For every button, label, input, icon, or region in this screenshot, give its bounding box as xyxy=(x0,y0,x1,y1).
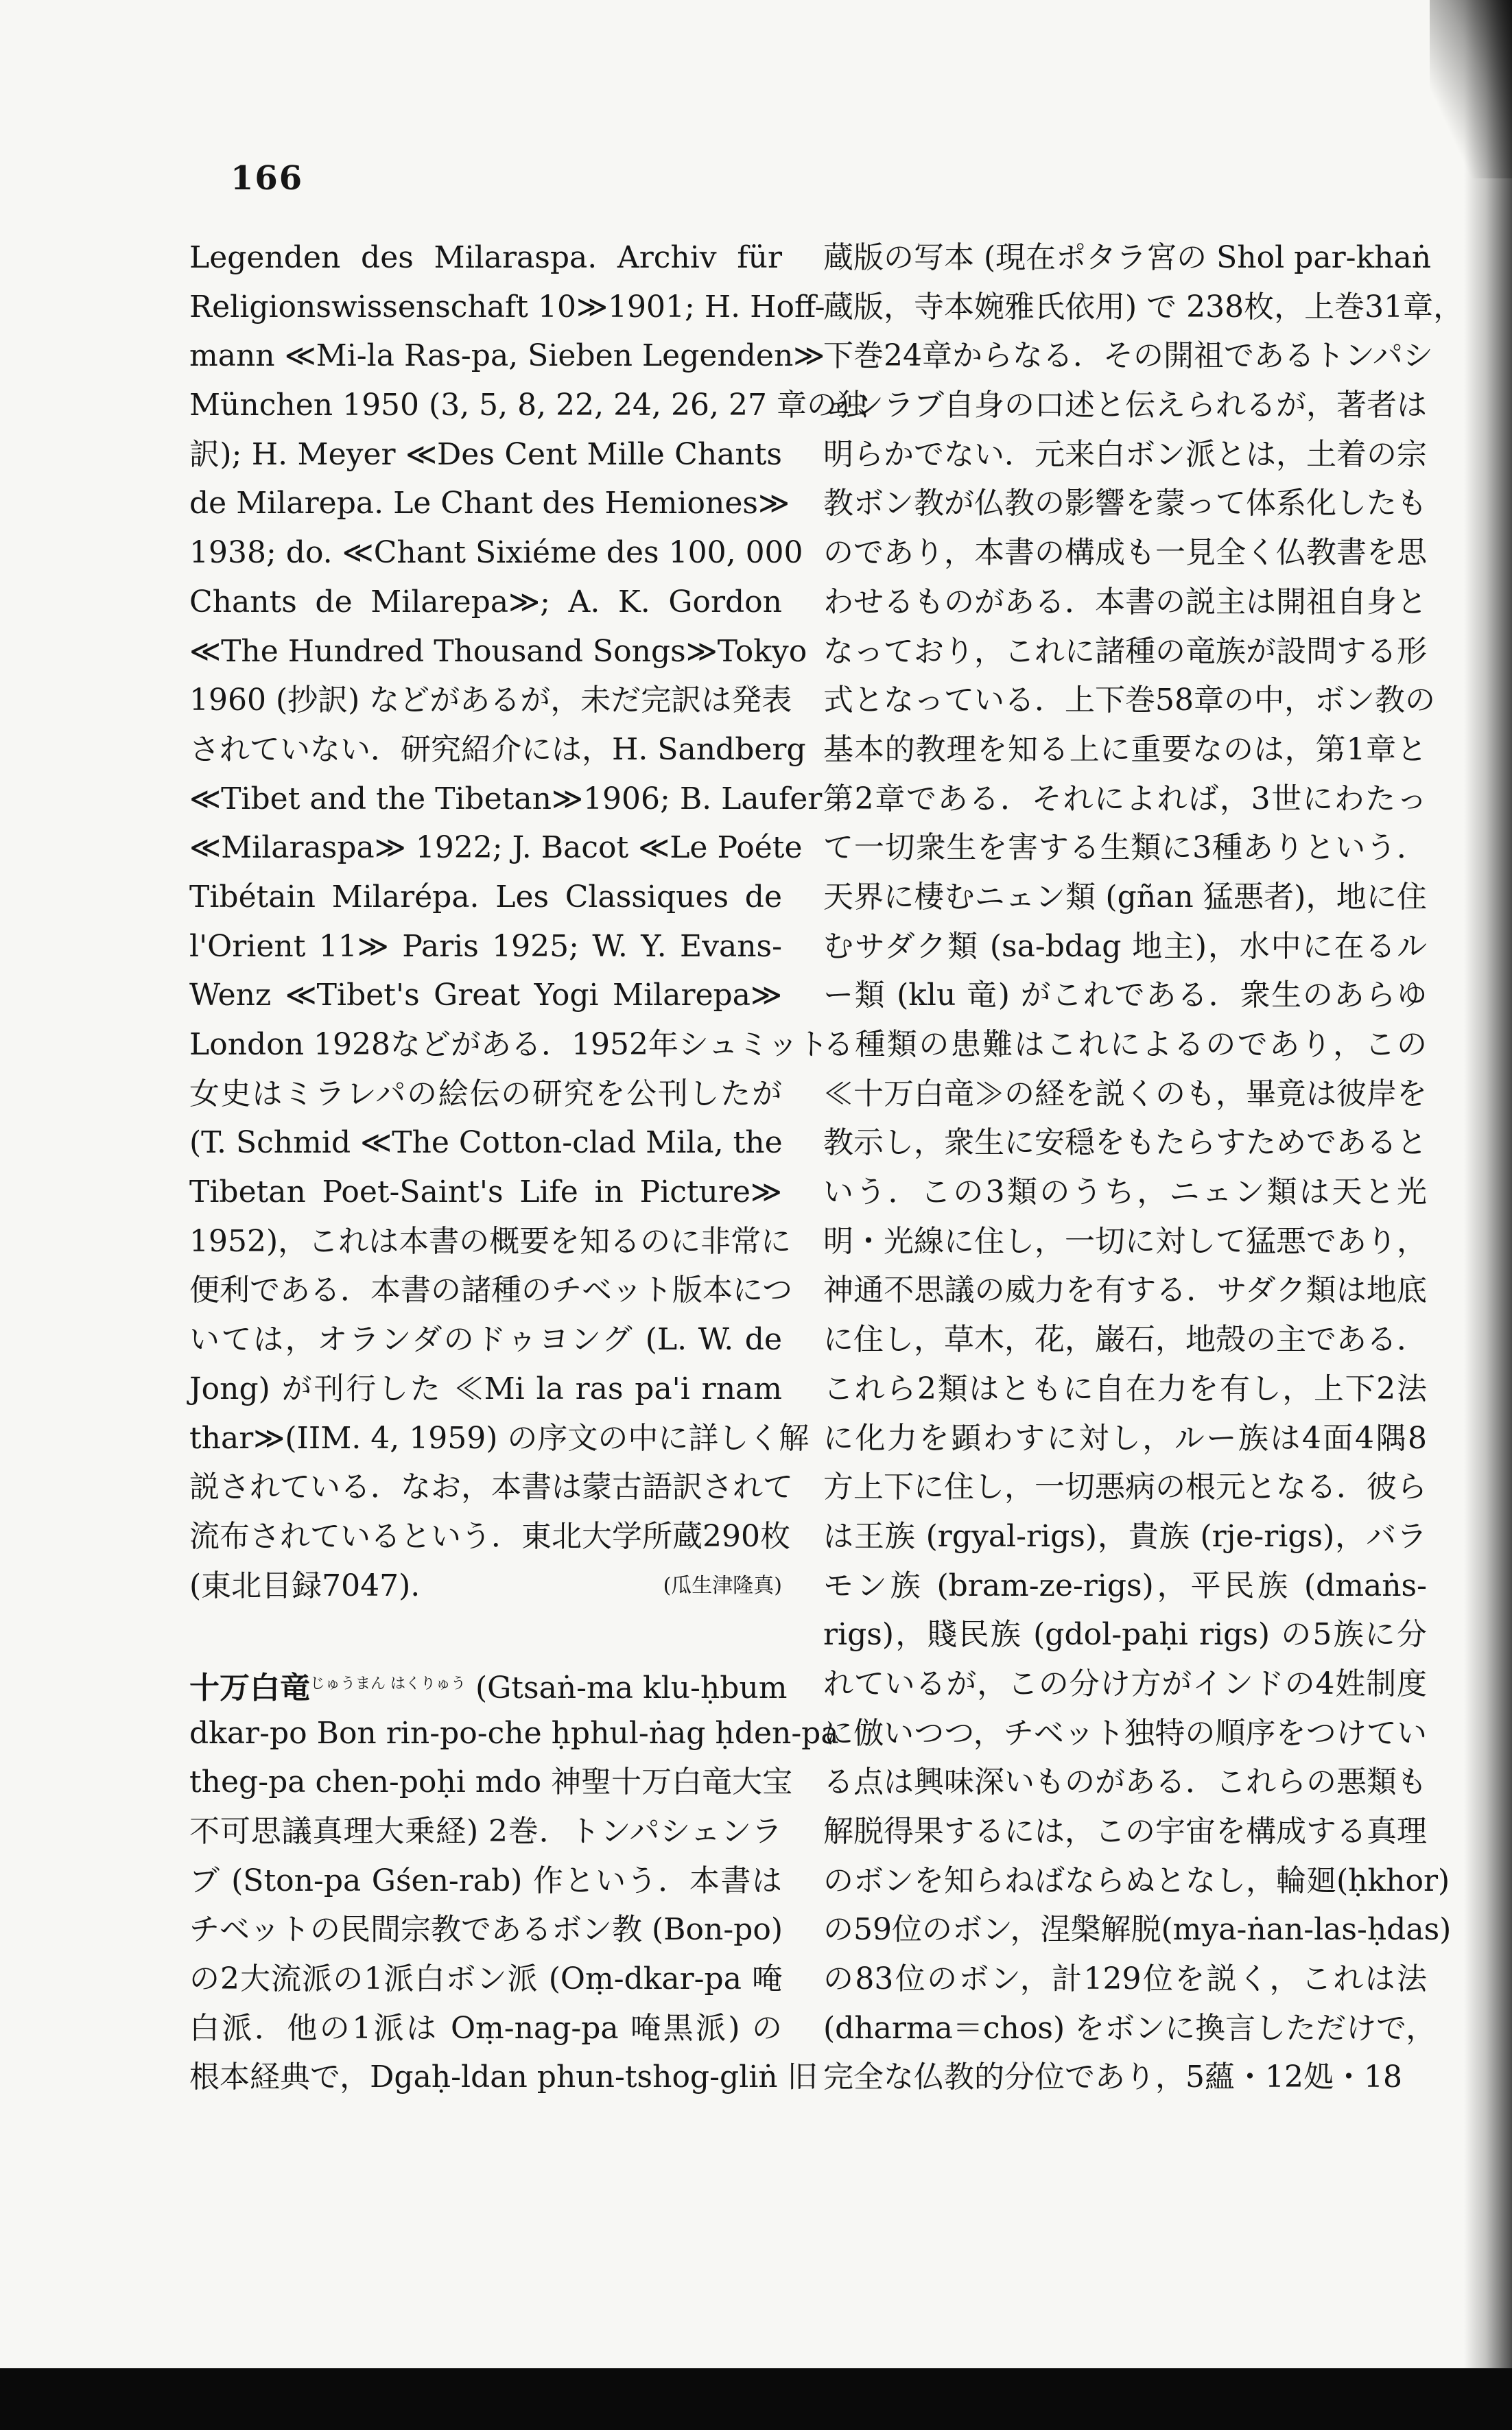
text-line: 1938; do. ≪Chant Sixiéme des 100, 000 xyxy=(189,535,803,571)
page-corner-shadow xyxy=(1430,0,1512,178)
text-line: 説されている．なお，本書は蒙古語訳されて xyxy=(189,1470,793,1505)
text-line: チベットの民間宗教であるボン教 (Bon-po) xyxy=(189,1912,783,1948)
text-line: わせるものがある．本書の説主は開祖自身と xyxy=(823,584,1427,620)
text-line: 白派．他の1派は Oṃ-nag-pa 唵黒派) の xyxy=(189,2010,782,2046)
text-line: mann ≪Mi-la Ras-pa, Sieben Legenden≫ xyxy=(189,338,825,374)
text-line: ≪Tibet and the Tibetan≫1906; B. Laufer xyxy=(189,781,823,816)
text-line: なっており，これに諸種の竜族が設問する形 xyxy=(823,633,1427,669)
text-line: rigs)，賤民族 (gdol-paḥi rigs) の5族に分 xyxy=(823,1617,1427,1653)
text-line: に住し，草木，花，巌石，地殻の主である． xyxy=(823,1322,1427,1358)
text-line: ≪十万白竜≫の経を説くのも，畢竟は彼岸を xyxy=(823,1076,1427,1111)
text-line: されていない．研究紹介には，H. Sandberg xyxy=(189,731,806,767)
text-line: Tibétain Milarépa. Les Classiques de xyxy=(189,879,782,915)
text-line: 蔵版の写本 (現在ポタラ宮の Shol par-khaṅ xyxy=(823,240,1432,275)
entry-first-line xyxy=(189,1660,788,1709)
text-line: (東北目録7047). xyxy=(189,1568,421,1603)
text-line: ー類 (klu 竜) がこれである．衆生のあらゆ xyxy=(823,978,1427,1013)
text-line: の2大流派の1派白ボン派 (Oṃ-dkar-pa 唵 xyxy=(189,1961,782,1997)
text-line: る点は興味深いものがある．これらの悪類も xyxy=(823,1765,1427,1800)
text-line: 教示し，衆生に安穏をもたらすためであると xyxy=(823,1125,1427,1161)
text-line: 明らかでない．元来白ボン派とは，土着の宗 xyxy=(823,436,1427,472)
text-line: 完全な仏教的分位であり，5蘊・12処・18 xyxy=(823,2060,1402,2095)
text-line: Wenz ≪Tibet's Great Yogi Milarepa≫ xyxy=(189,978,782,1013)
text-line: ブ (Ston-pa Gśen-rab) 作という．本書は xyxy=(189,1863,782,1898)
text-line: に倣いつつ，チベット独特の順序をつけてい xyxy=(823,1715,1427,1751)
entry-ruby: じゅうまん はくりゅう xyxy=(310,1675,466,1692)
text-line: ェンラブ自身の口述と伝えられるが，著者は xyxy=(823,388,1427,423)
text-line: に化力を顕わすに対し，ルー族は4面4隅8 xyxy=(823,1420,1427,1456)
text-line: の59位のボン，涅槃解脱(mya-ṅan-las-ḥdas) xyxy=(823,1912,1452,1948)
text-line: 流布されているという．東北大学所蔵290枚 xyxy=(189,1518,790,1554)
signature-row xyxy=(189,1561,782,1611)
text-line: のボンを知らねばならぬとなし，輪廻(ḥkhor) xyxy=(823,1863,1450,1898)
text-line: 天界に棲むニェン類 (gñan 猛悪者)，地に住 xyxy=(823,879,1427,915)
text-line: de Milarepa. Le Chant des Hemiones≫ xyxy=(189,486,790,521)
text-line: London 1928などがある．1952年シュミット xyxy=(189,1027,829,1062)
text-line: 解脱得果するには，この宇宙を構成する真理 xyxy=(823,1814,1427,1849)
page-number: 166 xyxy=(231,159,304,198)
text-line: 1952)，これは本書の概要を知るのに非常に xyxy=(189,1223,792,1259)
text-line: のであり，本書の構成も一見全く仏教書を思 xyxy=(823,535,1427,571)
text-line: モン族 (bram-ze-rigs)，平民族 (dmaṅs- xyxy=(823,1568,1427,1603)
author-signature: (瓜生津隆真) xyxy=(663,1573,782,1598)
paragraph-gap xyxy=(189,1610,782,1660)
text-line: むサダク類 (sa-bdag 地主)，水中に在るル xyxy=(823,928,1427,964)
text-line: München 1950 (3, 5, 8, 22, 24, 26, 27 章の独 xyxy=(189,388,867,423)
text-line: 式となっている．上下巻58章の中，ボン教の xyxy=(823,683,1435,718)
text-line: Jong) が刊行した ≪Mi la ras pa'i rnam xyxy=(189,1371,782,1406)
text-line: ≪Milaraspa≫ 1922; J. Bacot ≪Le Poéte xyxy=(189,830,803,866)
right-column xyxy=(823,233,1464,2102)
text-line: 女史はミラレパの絵伝の研究を公刊したが xyxy=(189,1076,782,1111)
text-line: Religionswissenschaft 10≫1901; H. Hoff- xyxy=(189,289,825,325)
entry-heading: 十万白竜 xyxy=(189,1670,310,1706)
text-line: 方上下に住し，一切悪病の根元となる．彼ら xyxy=(823,1470,1427,1505)
text-line: 不可思議真理大乗経) 2巻．トンパシェンラ xyxy=(189,1814,782,1849)
text-line: 神通不思議の威力を有する．サダク類は地底 xyxy=(823,1273,1427,1308)
text-line: (T. Schmid ≪The Cotton-clad Mila, the xyxy=(189,1125,783,1161)
left-column xyxy=(189,233,867,2102)
text-line: 根本経典で，Dgaḥ-ldan phun-tshog-gliṅ 旧 xyxy=(189,2060,818,2095)
text-line: いう．この3類のうち，ニェン類は天と光 xyxy=(823,1175,1427,1210)
text-line: (dharma＝chos) をボンに換言しただけで， xyxy=(823,2010,1437,2046)
page-binding-shadow xyxy=(1464,0,1512,2368)
text-line: 1960 (抄訳) などがあるが，未だ完訳は発表 xyxy=(189,683,792,718)
text-line: 教ボン教が仏教の影響を蒙って体系化したも xyxy=(823,486,1427,521)
text-line: 蔵版，寺本婉雅氏依用) で 238枚，上巻31章， xyxy=(823,289,1464,325)
text-line: 第2章である．それによれば，3世にわたっ xyxy=(823,781,1427,816)
text-line: 訳); H. Meyer ≪Des Cent Mille Chants xyxy=(189,436,782,472)
text-line: dkar-po Bon rin-po-che ḥphul-ṅag ḥden-pa xyxy=(189,1715,839,1751)
text-line: Legenden des Milaraspa. Archiv für xyxy=(189,240,782,275)
text-line: は王族 (rgyal-rigs)，貴族 (rje-rigs)，バラ xyxy=(823,1518,1427,1554)
text-line: 基本的教理を知る上に重要なのは，第1章と xyxy=(823,731,1427,767)
text-line: 明・光線に住し，一切に対して猛悪であり， xyxy=(823,1223,1427,1259)
entry-first-line-text: (Gtsaṅ-ma klu-ḥbum xyxy=(466,1670,788,1706)
text-line: theg-pa chen-poḥi mdo 神聖十万白竜大宝 xyxy=(189,1765,793,1800)
text-line: l'Orient 11≫ Paris 1925; W. Y. Evans- xyxy=(189,928,782,964)
text-line: Chants de Milarepa≫; A. K. Gordon xyxy=(189,584,782,620)
text-line: いては，オランダのドゥヨング (L. W. de xyxy=(189,1322,782,1358)
text-line: れているが，この分け方がインドの4姓制度 xyxy=(823,1666,1427,1701)
text-line: て一切衆生を害する生類に3種ありという． xyxy=(823,830,1427,866)
text-line: る種類の患難はこれによるのであり，この xyxy=(823,1027,1427,1062)
text-line: 下巻24章からなる．その開祖であるトンパシ xyxy=(823,338,1433,374)
text-line: ≪The Hundred Thousand Songs≫Tokyo xyxy=(189,633,807,669)
scan-bottom-border xyxy=(0,2368,1512,2430)
text-line: これら2類はともに自在力を有し，上下2法 xyxy=(823,1371,1427,1406)
text-line: 便利である．本書の諸種のチベット版本につ xyxy=(189,1273,793,1308)
text-line: Tibetan Poet-Saint's Life in Picture≫ xyxy=(189,1175,782,1210)
text-line: thar≫(IIM. 4, 1959) の序文の中に詳しく解 xyxy=(189,1420,810,1456)
text-line: の83位のボン，計129位を説く，これは法 xyxy=(823,1961,1427,1997)
